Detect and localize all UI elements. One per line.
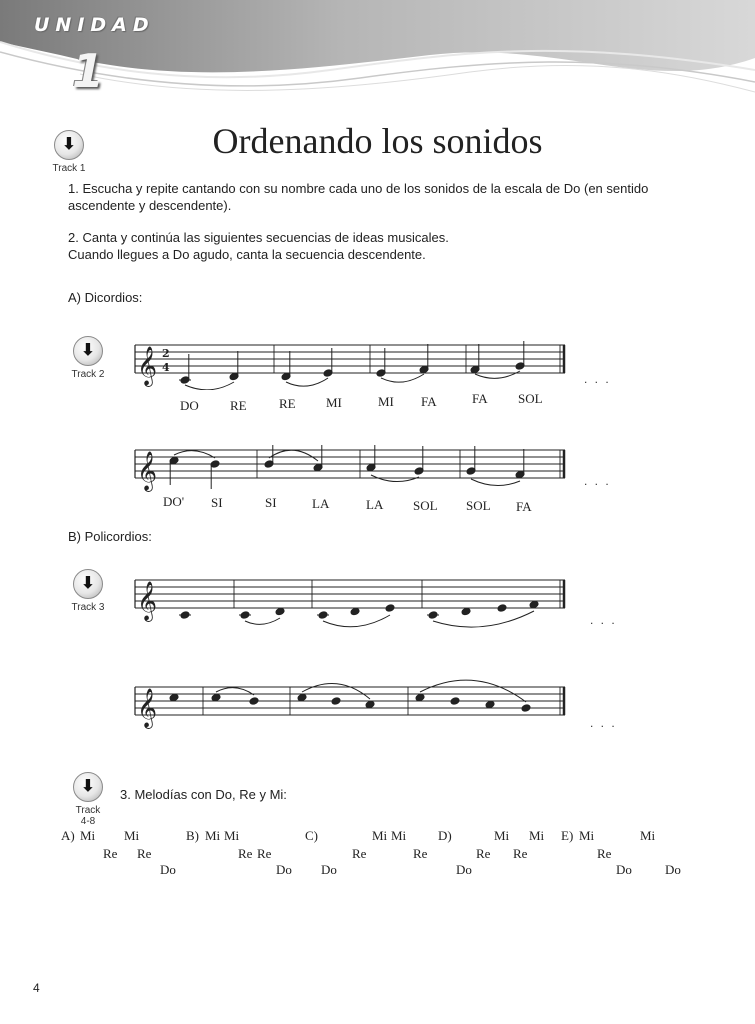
download-icon: ⬇ bbox=[73, 569, 103, 599]
note-name: SOL bbox=[466, 498, 491, 513]
melody-note-re: Re bbox=[238, 846, 253, 861]
policordios-staff-1 bbox=[130, 575, 570, 635]
melody-note-re: Re bbox=[476, 846, 491, 861]
note-group bbox=[169, 445, 525, 489]
melody-note-mi: Mi bbox=[80, 828, 96, 843]
download-icon: ⬇ bbox=[73, 336, 103, 366]
melody-label: E) bbox=[561, 828, 574, 843]
unit-label: UNIDAD bbox=[34, 14, 155, 36]
note-name: DO' bbox=[163, 494, 185, 509]
melody-note-do: Do bbox=[276, 862, 292, 877]
note-name: FA bbox=[516, 499, 532, 514]
melody-note-mi: Mi bbox=[579, 828, 595, 843]
melody-note-do: Do bbox=[160, 862, 176, 877]
track-label-line1: Track bbox=[75, 805, 101, 816]
note-name: RE bbox=[279, 396, 296, 411]
dicordios-staff-1 bbox=[130, 340, 570, 390]
treble-clef-icon: 𝄞 bbox=[137, 346, 158, 386]
melody-note-re: Re bbox=[597, 846, 612, 861]
continuation-dots: . . . bbox=[584, 372, 611, 386]
melody-label: C) bbox=[305, 828, 318, 843]
exercise-1-line1: 1. Escucha y repite cantando con su nombre cada uno de los sonidos de la escala de Do (en sentido bbox=[68, 181, 649, 196]
time-signature-bottom: 4 bbox=[162, 361, 170, 374]
track-2-button[interactable] bbox=[63, 336, 113, 380]
melody-label: B) bbox=[186, 828, 199, 843]
section-b-heading: B) Policordios: bbox=[68, 529, 152, 544]
track-label: Track 1 bbox=[52, 163, 86, 174]
unit-number: 1 bbox=[72, 44, 105, 98]
treble-clef-icon: 𝄞 bbox=[137, 451, 158, 491]
section-a-heading: A) Dicordios: bbox=[68, 290, 143, 305]
track-4-8-button[interactable] bbox=[63, 772, 113, 827]
melody-note-do: Do bbox=[616, 862, 632, 877]
slur-group bbox=[245, 611, 534, 627]
track-3-button[interactable] bbox=[63, 569, 113, 613]
melody-note-mi: Mi bbox=[391, 828, 407, 843]
download-icon: ⬇ bbox=[54, 130, 84, 160]
melody-note-mi: Mi bbox=[205, 828, 221, 843]
melody-note-re: Re bbox=[257, 846, 272, 861]
note-name: LA bbox=[366, 497, 384, 512]
slur-group bbox=[216, 680, 526, 702]
melody-note-mi: Mi bbox=[224, 828, 240, 843]
melody-note-re: Re bbox=[413, 846, 428, 861]
melody-note-mi: Mi bbox=[640, 828, 656, 843]
track-label-line2: 4-8 bbox=[80, 816, 96, 827]
note-name: LA bbox=[312, 496, 330, 511]
melody-note-re: Re bbox=[513, 846, 528, 861]
exercise-2-line2: Cuando llegues a Do agudo, canta la secuencia descendente. bbox=[68, 247, 426, 262]
continuation-dots: . . . bbox=[584, 474, 611, 488]
page-number: 4 bbox=[33, 981, 40, 995]
track-1-button[interactable] bbox=[44, 130, 94, 174]
dicordios-staff-2 bbox=[130, 445, 570, 495]
exercise-3-heading: 3. Melodías con Do, Re y Mi: bbox=[120, 787, 287, 802]
melody-note-do: Do bbox=[665, 862, 681, 877]
note-name: SI bbox=[211, 495, 223, 510]
time-signature-top: 2 bbox=[162, 347, 170, 360]
melody-note-mi: Mi bbox=[124, 828, 140, 843]
exercise-2 bbox=[68, 229, 708, 263]
note-name: FA bbox=[421, 394, 437, 409]
melody-note-re: Re bbox=[137, 846, 152, 861]
note-name: MI bbox=[326, 395, 342, 410]
exercise-2-line1: 2. Canta y continúa las siguientes secuencias de ideas musicales. bbox=[68, 230, 449, 245]
track-label: Track 3 bbox=[71, 602, 105, 613]
melody-note-do: Do bbox=[456, 862, 472, 877]
policordios-staff-2 bbox=[130, 672, 570, 732]
note-name: FA bbox=[472, 391, 488, 406]
treble-clef-icon: 𝄞 bbox=[137, 688, 158, 728]
melody-label: D) bbox=[438, 828, 452, 843]
slur-group bbox=[174, 450, 520, 485]
melody-note-mi: Mi bbox=[372, 828, 388, 843]
page-title: Ordenando los sonidos bbox=[212, 121, 543, 161]
melody-note-do: Do bbox=[321, 862, 337, 877]
exercise-1 bbox=[68, 180, 708, 214]
download-icon: ⬇ bbox=[73, 772, 103, 802]
continuation-dots: . . . bbox=[590, 613, 617, 627]
note-name: DO bbox=[180, 398, 199, 413]
exercise-1-line2: ascendente y descendente). bbox=[68, 198, 232, 213]
melody-note-re: Re bbox=[103, 846, 118, 861]
track-label bbox=[63, 805, 113, 827]
note-name: MI bbox=[378, 394, 394, 409]
track-label: Track 2 bbox=[71, 369, 105, 380]
note-group bbox=[179, 341, 525, 384]
note-name: SOL bbox=[413, 498, 438, 513]
note-name: SOL bbox=[518, 391, 543, 406]
note-group bbox=[179, 600, 539, 619]
note-name: RE bbox=[230, 398, 247, 413]
continuation-dots: . . . bbox=[590, 716, 617, 730]
note-group bbox=[169, 693, 531, 712]
note-name: SI bbox=[265, 495, 277, 510]
melody-note-mi: Mi bbox=[529, 828, 545, 843]
melody-label: A) bbox=[61, 828, 75, 843]
melody-note-mi: Mi bbox=[494, 828, 510, 843]
melody-note-re: Re bbox=[352, 846, 367, 861]
treble-clef-icon: 𝄞 bbox=[137, 581, 158, 621]
